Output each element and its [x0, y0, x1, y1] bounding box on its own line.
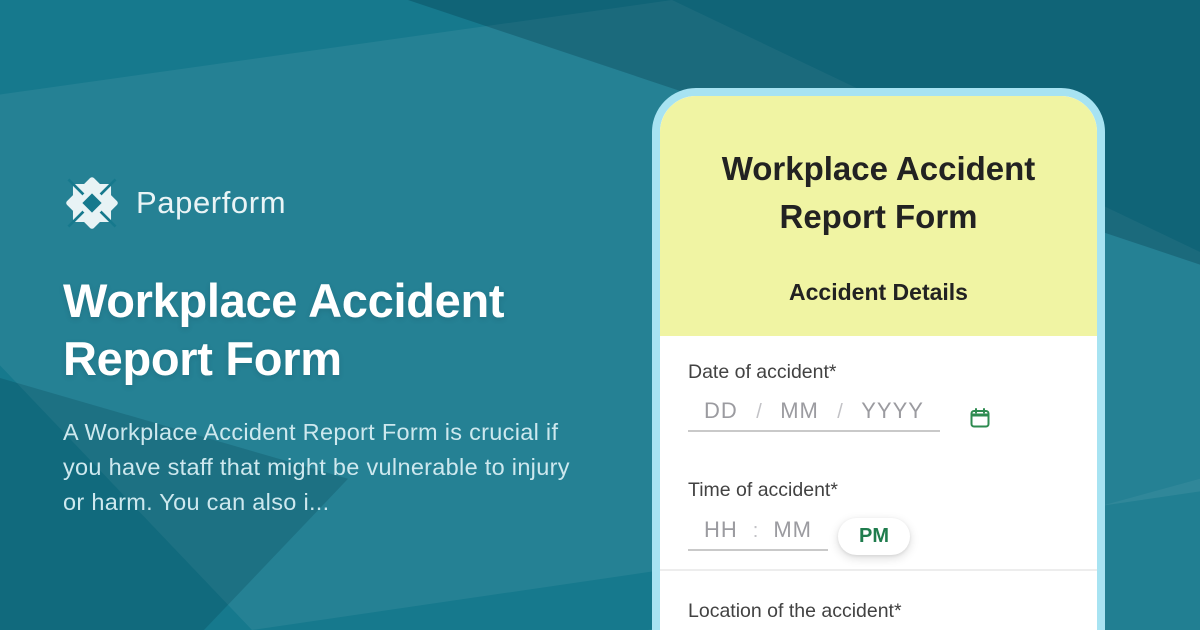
date-input-row — [688, 396, 1069, 432]
time-of-accident-field — [688, 479, 1069, 571]
form-card-title — [688, 145, 1069, 241]
form-card-body — [660, 336, 1097, 630]
page-description: A Workplace Accident Report Form is crucial if you have staff that might be vulnerable to injury or harm. You can also i... — [63, 418, 570, 516]
date-field-label: Date of accident* — [688, 360, 837, 383]
year-segment[interactable]: YYYY — [861, 397, 924, 423]
page-title — [63, 272, 623, 389]
date-of-accident-field — [688, 361, 1069, 432]
location-field-label: Location of the accident* — [688, 599, 902, 622]
time-input-row — [688, 514, 1069, 551]
form-card-header — [660, 96, 1097, 336]
hour-segment[interactable]: HH — [704, 516, 738, 542]
paperform-flower-icon — [63, 174, 121, 232]
calendar-icon — [968, 406, 992, 430]
location-of-accident-field — [688, 600, 1069, 630]
minute-segment[interactable]: MM — [773, 516, 812, 542]
date-input[interactable] — [688, 396, 940, 432]
time-field-label: Time of accident* — [688, 478, 838, 501]
form-section-title: Accident Details — [789, 278, 968, 305]
meridiem-toggle-button[interactable]: PM — [838, 518, 910, 555]
month-segment[interactable]: MM — [780, 397, 819, 423]
day-segment[interactable]: DD — [704, 397, 738, 423]
hero-section — [63, 174, 623, 520]
page-title-line-2: Report Form — [63, 332, 342, 386]
page-title-line-1: Workplace Accident — [63, 274, 505, 327]
brand-lockup — [63, 174, 623, 232]
time-separator: : — [752, 519, 759, 542]
section-divider — [660, 569, 1097, 571]
date-separator: / — [837, 400, 843, 423]
form-card-title-line-2: Report Form — [779, 197, 978, 235]
date-separator: / — [756, 400, 762, 423]
brand-name: Paperform — [136, 185, 287, 220]
calendar-picker-button[interactable] — [968, 406, 992, 430]
time-input[interactable] — [688, 515, 828, 551]
form-card-title-line-1: Workplace Accident — [721, 150, 1036, 187]
form-preview-card — [652, 88, 1105, 630]
